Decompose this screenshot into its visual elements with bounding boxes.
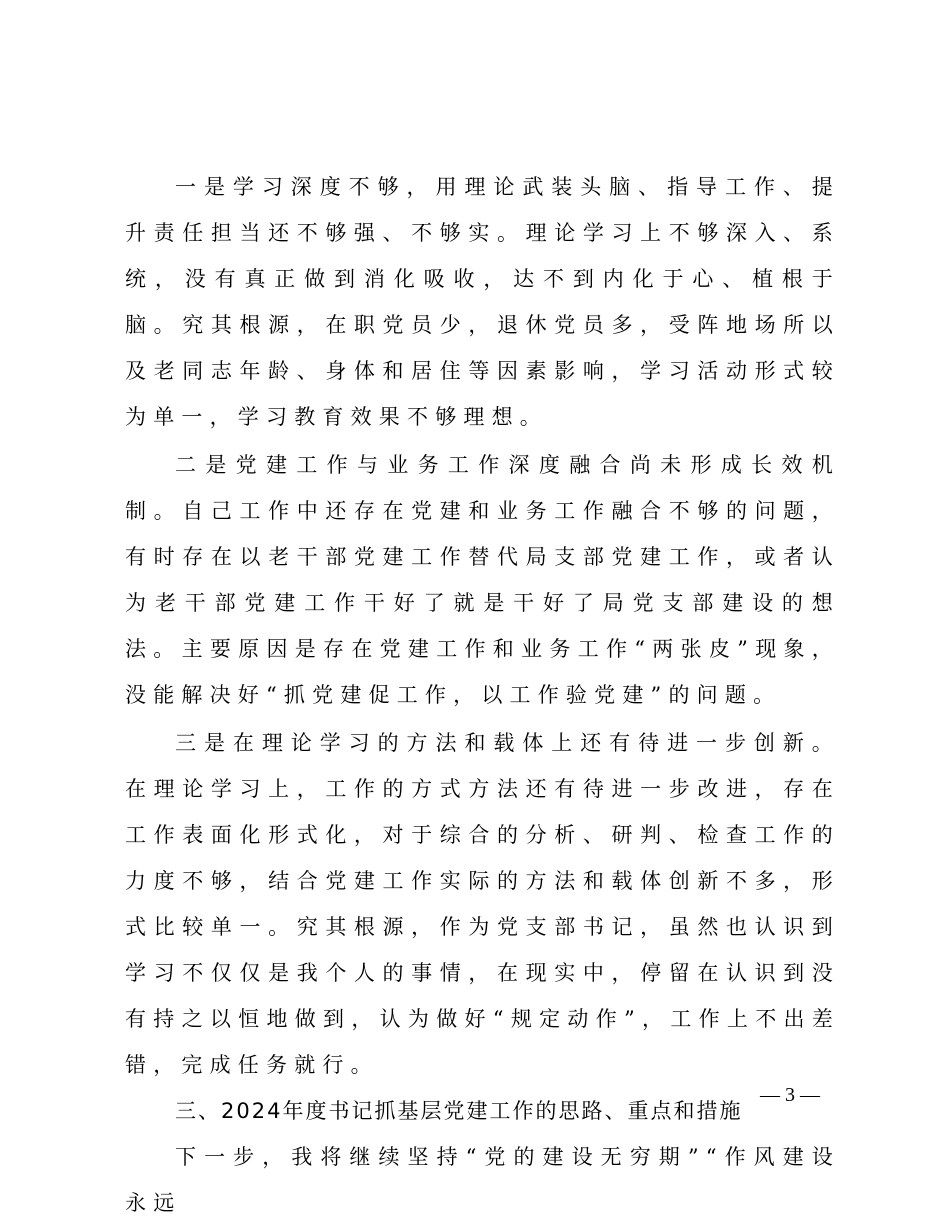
paragraph-party-business-integration: 二是党建工作与业务工作深度融合尚未形成长效机制。自己工作中还存在党建和业务工作融合不够的问题，有时存在以老干部党建工作替代局支部党建工作，或者认为老干部党建工作干好了就是干好了局党支部建设的想法。主要原因是存在党建工作和业务工作“两张皮”现象，没能解决好“抓党建促工作，以工作验党建”的问题。 [125,453,840,707]
paragraph-method-innovation: 三是在理论学习的方法和载体上还有待进一步创新。在理论学习上，工作的方式方法还有待进一步改进，存在工作表面化形式化，对于综合的分析、研判、检查工作的力度不够，结合党建工作实际的方法和载体创新不多，形式比较单一。究其根源，作为党支部书记，虽然也认识到学习不仅仅是我个人的事情，在现实中，停留在认识到没有持之以恒地做到，认为做好“规定动作”，工作上不出差错，完成任务就行。 [125,731,840,1077]
paragraph-study-depth: 一是学习深度不够，用理论武装头脑、指导工作、提升责任担当还不够强、不够实。理论学习上不够深入、系统，没有真正做到消化吸收，达不到内化于心、植根于脑。究其根源，在职党员少，退休党员多，受阵地场所以及老同志年龄、身体和居住等因素影响，学习活动形式较为单一，学习教育效果不够理想。 [125,175,840,429]
section-heading: 三、2024年度书记抓基层党建工作的思路、重点和措施 [175,1099,743,1123]
page-number: — 3 — [760,1084,820,1106]
document-body [125,164,840,1226]
paragraph-next-step: 下一步，我将继续坚持“党的建设无穷期”“作风建设永远 [125,1145,840,1215]
